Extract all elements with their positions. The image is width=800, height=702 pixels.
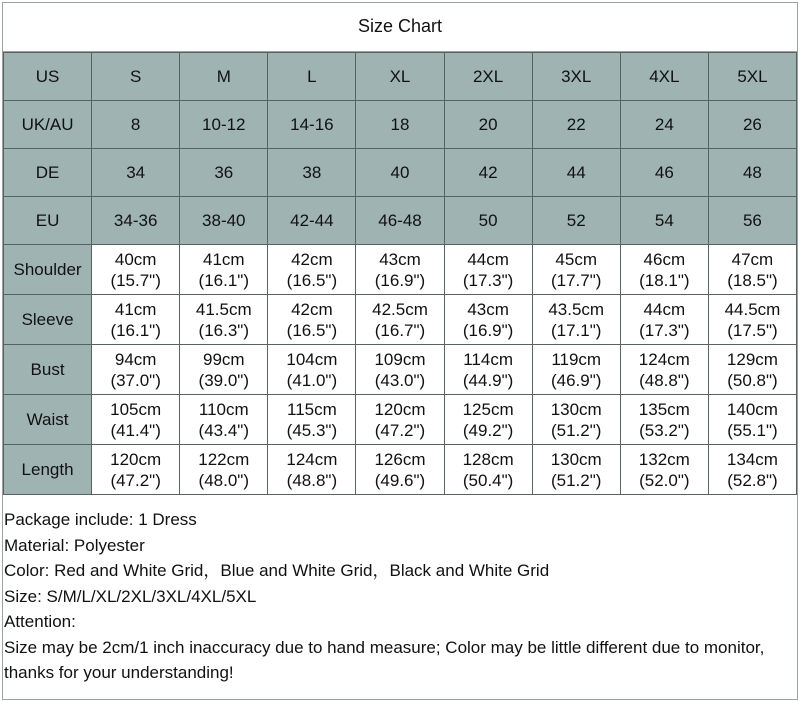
size-row-de (4, 149, 797, 197)
table-cell (444, 295, 532, 345)
measure-row-bust (4, 345, 797, 395)
table-cell (92, 395, 180, 445)
table-cell (444, 395, 532, 445)
cm-value: 42cm (291, 299, 333, 319)
inch-value: (41.0") (286, 370, 338, 390)
cm-value: 120cm (374, 399, 426, 419)
table-cell: 24 (620, 101, 708, 149)
table-cell (268, 395, 356, 445)
cm-value: 130cm (550, 449, 602, 469)
cm-value: 104cm (286, 349, 338, 369)
cm-value: 114cm (463, 349, 513, 369)
inch-value: (17.3") (462, 270, 514, 290)
package-include-text: Package include: 1 Dress (4, 510, 197, 529)
cm-value: 120cm (110, 449, 162, 469)
inch-value: (16.7") (374, 320, 426, 340)
table-cell: 20 (444, 101, 532, 149)
cm-value: 110cm (198, 399, 249, 419)
size-row-us (4, 53, 797, 101)
table-cell: 38-40 (180, 197, 268, 245)
inch-value: (43.0") (374, 370, 426, 390)
table-cell: 34-36 (92, 197, 180, 245)
table-cell (532, 295, 620, 345)
inch-value: (51.2") (550, 470, 602, 490)
table-cell: 48 (708, 149, 796, 197)
inch-value: (17.7") (550, 270, 602, 290)
inch-value: (16.5") (286, 320, 338, 340)
table-cell: XL (356, 53, 444, 101)
material-text: Material: Polyester (4, 535, 145, 555)
table-cell: 54 (620, 197, 708, 245)
inch-value: (18.1") (639, 270, 690, 290)
row-label: Sleeve (4, 295, 92, 345)
table-cell (268, 245, 356, 295)
size-row-uk-au (4, 101, 797, 149)
table-cell: S (92, 53, 180, 101)
measure-row-sleeve (4, 295, 797, 345)
table-cell (444, 445, 532, 495)
table-cell: 42 (444, 149, 532, 197)
table-cell: 10-12 (180, 101, 268, 149)
table-cell: 52 (532, 197, 620, 245)
inch-value: (17.1") (550, 320, 602, 340)
cm-value: 130cm (550, 399, 602, 419)
inch-value: (16.1") (110, 320, 161, 340)
row-label: DE (4, 149, 92, 197)
cm-value: 43.5cm (548, 299, 605, 319)
inch-value: (51.2") (550, 420, 602, 440)
inch-value: (53.2") (639, 420, 690, 440)
table-cell: 4XL (620, 53, 708, 101)
cm-value: 119cm (551, 349, 602, 369)
size-chart-table (3, 52, 797, 495)
inch-value: (16.1") (198, 270, 249, 290)
table-cell (180, 345, 268, 395)
table-cell: 46-48 (356, 197, 444, 245)
table-cell: 50 (444, 197, 532, 245)
cm-value: 41cm (202, 249, 245, 269)
inch-value: (39.0") (198, 370, 249, 390)
inch-value: (16.3") (198, 320, 249, 340)
cm-value: 43cm (379, 249, 421, 269)
inch-value: (47.2") (110, 470, 161, 490)
inch-value: (37.0") (110, 370, 161, 390)
cm-value: 99cm (202, 349, 245, 369)
inch-value: (43.4") (198, 420, 249, 440)
cm-value: 42.5cm (372, 299, 428, 319)
inch-value: (48.8") (286, 470, 338, 490)
table-cell: 8 (92, 101, 180, 149)
cm-value: 124cm (286, 449, 338, 469)
table-cell: L (268, 53, 356, 101)
inch-value: (18.5") (727, 270, 778, 290)
cm-value: 129cm (726, 349, 778, 369)
table-cell: 14-16 (268, 101, 356, 149)
inch-value: (16.9") (462, 320, 514, 340)
cm-value: 115cm (287, 399, 337, 419)
table-cell (444, 245, 532, 295)
cm-value: 122cm (198, 449, 250, 469)
cm-value: 42cm (291, 249, 333, 269)
cm-value: 135cm (638, 399, 690, 419)
row-label: Length (4, 445, 92, 495)
inch-value: (50.8") (727, 370, 778, 390)
table-cell (356, 295, 444, 345)
table-cell (620, 345, 708, 395)
table-cell: 38 (268, 149, 356, 197)
cm-value: 94cm (114, 349, 157, 369)
cm-value: 41cm (114, 299, 157, 319)
cm-value: 140cm (726, 399, 778, 419)
cm-value: 40cm (114, 249, 157, 269)
table-cell: 40 (356, 149, 444, 197)
size-list-text: Size: S/M/L/XL/2XL/3XL/4XL/5XL (4, 586, 257, 606)
table-cell (268, 295, 356, 345)
table-cell (620, 245, 708, 295)
inch-value: (15.7") (110, 270, 161, 290)
cm-value: 41.5cm (195, 299, 252, 319)
table-cell: M (180, 53, 268, 101)
table-cell (708, 445, 796, 495)
row-label: US (4, 53, 92, 101)
size-row-eu (4, 197, 797, 245)
table-cell (532, 345, 620, 395)
table-cell (532, 245, 620, 295)
inch-value: (16.9") (374, 270, 426, 290)
table-cell (180, 395, 268, 445)
cm-value: 124cm (638, 349, 690, 369)
table-cell: 56 (708, 197, 796, 245)
table-cell (444, 345, 532, 395)
table-cell (708, 345, 796, 395)
table-cell (532, 395, 620, 445)
cm-value: 126cm (374, 449, 426, 469)
table-cell: 34 (92, 149, 180, 197)
measure-row-length (4, 445, 797, 495)
table-cell: 46 (620, 149, 708, 197)
cm-value: 46cm (643, 249, 686, 269)
inch-value: (52.0") (639, 470, 690, 490)
table-cell (356, 245, 444, 295)
inch-value: (17.3") (639, 320, 690, 340)
color-text: Color: Red and White Grid，Blue and White Grid，Black and White Grid (4, 561, 550, 580)
inch-value: (44.9") (462, 370, 514, 390)
inch-value: (52.8") (727, 470, 778, 490)
table-cell (356, 445, 444, 495)
table-cell (180, 445, 268, 495)
inch-value: (48.8") (639, 370, 690, 390)
table-cell (356, 395, 444, 445)
table-cell: 5XL (708, 53, 796, 101)
table-cell: 42-44 (268, 197, 356, 245)
table-cell: 22 (532, 101, 620, 149)
table-cell (92, 445, 180, 495)
cm-value: 47cm (731, 249, 774, 269)
row-label: Waist (4, 395, 92, 445)
table-cell (268, 445, 356, 495)
table-cell (268, 345, 356, 395)
cm-value: 44.5cm (724, 299, 781, 319)
product-info (4, 507, 794, 686)
cm-value: 128cm (462, 449, 514, 469)
table-cell (92, 245, 180, 295)
table-cell (180, 295, 268, 345)
inch-value: (16.5") (286, 270, 338, 290)
table-cell (92, 295, 180, 345)
cm-value: 134cm (726, 449, 778, 469)
table-cell (708, 295, 796, 345)
inch-value: (47.2") (374, 420, 426, 440)
row-label: EU (4, 197, 92, 245)
table-cell (620, 395, 708, 445)
inch-value: (46.9") (550, 370, 602, 390)
measure-row-shoulder (4, 245, 797, 295)
inch-value: (45.3") (286, 420, 338, 440)
inch-value: (49.2") (462, 420, 514, 440)
table-cell (180, 245, 268, 295)
table-cell (620, 445, 708, 495)
cm-value: 109cm (374, 349, 426, 369)
cm-value: 45cm (555, 249, 597, 269)
table-cell (356, 345, 444, 395)
table-cell: 18 (356, 101, 444, 149)
table-cell (708, 245, 796, 295)
table-cell (92, 345, 180, 395)
inch-value: (41.4") (110, 420, 161, 440)
table-cell: 44 (532, 149, 620, 197)
row-label: Shoulder (4, 245, 92, 295)
inch-value: (50.4") (462, 470, 514, 490)
row-label: Bust (4, 345, 92, 395)
cm-value: 132cm (638, 449, 690, 469)
attention-heading: Attention: (4, 612, 76, 631)
table-cell: 3XL (532, 53, 620, 101)
attention-note: Size may be 2cm/1 inch inaccuracy due to hand measure; Color may be little different due to monitor, thanks for your understanding! (4, 637, 765, 682)
cm-value: 125cm (462, 399, 514, 419)
cm-value: 44cm (467, 249, 509, 269)
measure-row-waist (4, 395, 797, 445)
row-label: UK/AU (4, 101, 92, 149)
cm-value: 44cm (643, 299, 686, 319)
inch-value: (17.5") (727, 320, 778, 340)
cm-value: 105cm (110, 399, 162, 419)
cm-value: 43cm (467, 299, 509, 319)
inch-value: (49.6") (374, 470, 426, 490)
inch-value: (55.1") (727, 420, 778, 440)
table-cell (620, 295, 708, 345)
table-cell: 26 (708, 101, 796, 149)
table-cell (708, 395, 796, 445)
table-cell: 2XL (444, 53, 532, 101)
inch-value: (48.0") (198, 470, 249, 490)
table-cell: 36 (180, 149, 268, 197)
table-cell (532, 445, 620, 495)
chart-title: Size Chart (2, 2, 798, 52)
